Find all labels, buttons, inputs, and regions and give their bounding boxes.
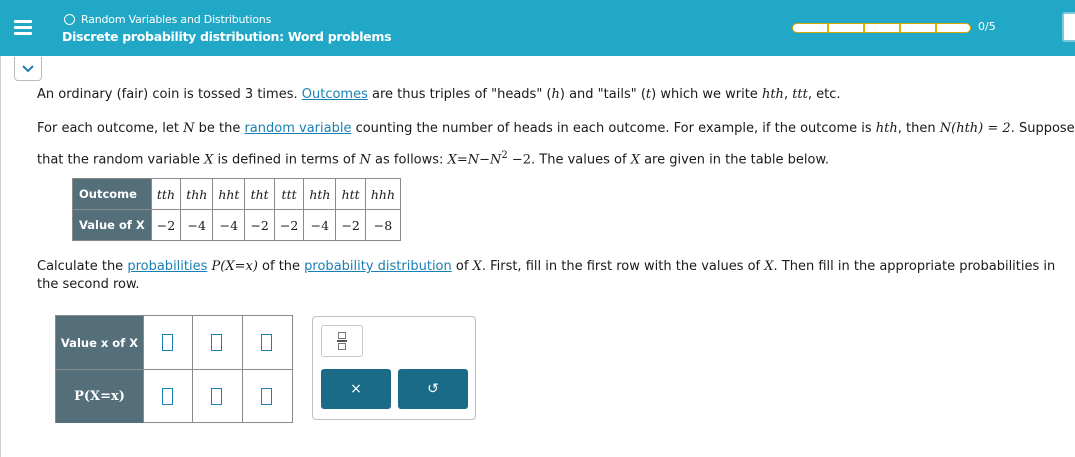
fraction-button[interactable] xyxy=(321,325,363,357)
column-divider xyxy=(192,316,193,422)
outcomes-link[interactable]: Outcomes xyxy=(301,87,368,102)
progress-bar xyxy=(792,23,971,33)
math-X: X xyxy=(764,259,774,274)
text: , xyxy=(783,87,793,102)
value-cell: −8 xyxy=(365,210,400,241)
column-divider xyxy=(143,316,144,422)
random-variable-link[interactable]: random variable xyxy=(244,121,352,136)
text: ) and "tails" ( xyxy=(559,87,646,102)
progress-tick xyxy=(827,24,829,33)
value-x-header xyxy=(56,316,143,369)
text: of xyxy=(451,259,473,274)
math-hth: hth xyxy=(761,87,784,102)
value-cell: −2 xyxy=(151,210,180,241)
text: . Then fill in the appropriate probabilities in xyxy=(773,259,1056,274)
fraction-icon xyxy=(338,332,346,339)
hamburger-icon xyxy=(14,20,32,23)
value-cell: −2 xyxy=(274,210,303,241)
outcome-cell: thh xyxy=(181,179,213,210)
clear-button[interactable] xyxy=(321,369,391,409)
text: , then xyxy=(897,121,940,136)
page-title: Discrete probability distribution: Word problems xyxy=(62,29,392,44)
probability-header xyxy=(56,370,143,423)
hamburger-icon-bar xyxy=(14,26,32,29)
text: are given in the table below. xyxy=(639,152,830,168)
text: , etc. xyxy=(807,87,841,102)
text: as follows: xyxy=(370,152,448,168)
math-h: h xyxy=(551,87,560,102)
outcome-cell: hht xyxy=(213,179,245,210)
value-cell: −4 xyxy=(213,210,245,241)
math-formula: X=N−N xyxy=(447,152,502,168)
outcome-cell: htt xyxy=(336,179,365,210)
text: . The values of xyxy=(531,152,631,168)
outcome-header: Outcome xyxy=(73,179,152,210)
text: An ordinary (fair) coin is tossed 3 times. xyxy=(37,87,302,102)
topic-label: Random Variables and Distributions xyxy=(81,13,272,26)
progress-tick xyxy=(863,24,865,33)
outcome-cell: tth xyxy=(151,179,180,210)
progress-tick xyxy=(899,24,901,33)
value-row xyxy=(73,210,401,241)
progress-tick xyxy=(935,24,937,33)
math-N: N xyxy=(359,152,371,168)
text: ) which we write xyxy=(651,87,762,102)
menu-button[interactable] xyxy=(0,0,48,56)
given-values-table xyxy=(72,178,401,241)
outcome-cell: hhh xyxy=(365,179,400,210)
expand-button[interactable] xyxy=(14,57,42,81)
math-exponent: 2 xyxy=(501,150,508,161)
text: . Suppose xyxy=(1010,121,1075,136)
topic-breadcrumb xyxy=(64,13,271,26)
math-P-expression: P(X=x) xyxy=(207,259,258,274)
undo-icon: ↺ xyxy=(427,381,439,397)
value-header: Value of X xyxy=(73,210,152,241)
intro-paragraph xyxy=(37,86,841,104)
fraction-icon-bar xyxy=(337,340,347,342)
left-divider xyxy=(0,56,1,457)
definition-paragraph xyxy=(37,120,1075,138)
math-formula-end: −2 xyxy=(507,152,532,168)
text: is defined in terms of xyxy=(213,152,360,168)
side-panel-button[interactable] xyxy=(1062,12,1075,42)
outcome-cell: tht xyxy=(245,179,274,210)
outcome-cell: ttt xyxy=(274,179,303,210)
probability-distribution-link[interactable]: probability distribution xyxy=(304,259,452,274)
top-bar xyxy=(0,0,1075,56)
math-hth: hth xyxy=(875,121,898,136)
value-input-1[interactable] xyxy=(162,334,173,351)
text: For each outcome, let xyxy=(37,121,184,136)
text: . First, fill in the first row with the values of xyxy=(481,259,765,274)
value-input-2[interactable] xyxy=(211,334,222,351)
score-label: 0/5 xyxy=(978,20,996,33)
answer-table xyxy=(55,315,293,423)
math-t: t xyxy=(645,87,652,102)
value-x-header-label: Value x of X xyxy=(60,335,139,350)
formula-paragraph xyxy=(37,147,829,169)
hamburger-icon-bar xyxy=(14,32,32,35)
column-divider xyxy=(242,316,243,422)
undo-button[interactable] xyxy=(398,369,468,409)
row-divider xyxy=(56,369,292,370)
probability-header-label: P(X=x) xyxy=(74,389,125,404)
topic-circle-icon xyxy=(64,14,75,25)
text: that the random variable xyxy=(37,152,205,168)
close-icon: × xyxy=(350,381,362,397)
probability-input-3[interactable] xyxy=(261,388,272,405)
math-N-example: N(hth) = 2 xyxy=(939,121,1011,136)
value-cell: −2 xyxy=(245,210,274,241)
math-ttt: ttt xyxy=(792,87,808,102)
value-cell: −4 xyxy=(304,210,336,241)
value-input-3[interactable] xyxy=(261,334,272,351)
outcome-cell: hth xyxy=(304,179,336,210)
chevron-down-icon xyxy=(22,65,34,73)
text: are thus triples of "heads" ( xyxy=(367,87,552,102)
text: Calculate the xyxy=(37,259,128,274)
outcome-row xyxy=(73,179,401,210)
probability-input-1[interactable] xyxy=(162,388,173,405)
math-tool-panel xyxy=(312,316,476,420)
math-X: X xyxy=(472,259,482,274)
text: the second row. xyxy=(37,277,140,292)
fraction-icon-box xyxy=(338,343,346,350)
text: of the xyxy=(257,259,305,274)
text: counting the number of heads in each outcome. For example, if the outcome is xyxy=(351,121,876,136)
math-X: X xyxy=(630,152,640,168)
math-X: X xyxy=(204,152,214,168)
value-cell: −4 xyxy=(181,210,213,241)
math-N: N xyxy=(183,121,195,136)
instruction-paragraph xyxy=(37,258,1062,294)
text: be the xyxy=(194,121,245,136)
value-cell: −2 xyxy=(336,210,365,241)
probability-input-2[interactable] xyxy=(211,388,222,405)
probabilities-link[interactable]: probabilities xyxy=(127,259,208,274)
